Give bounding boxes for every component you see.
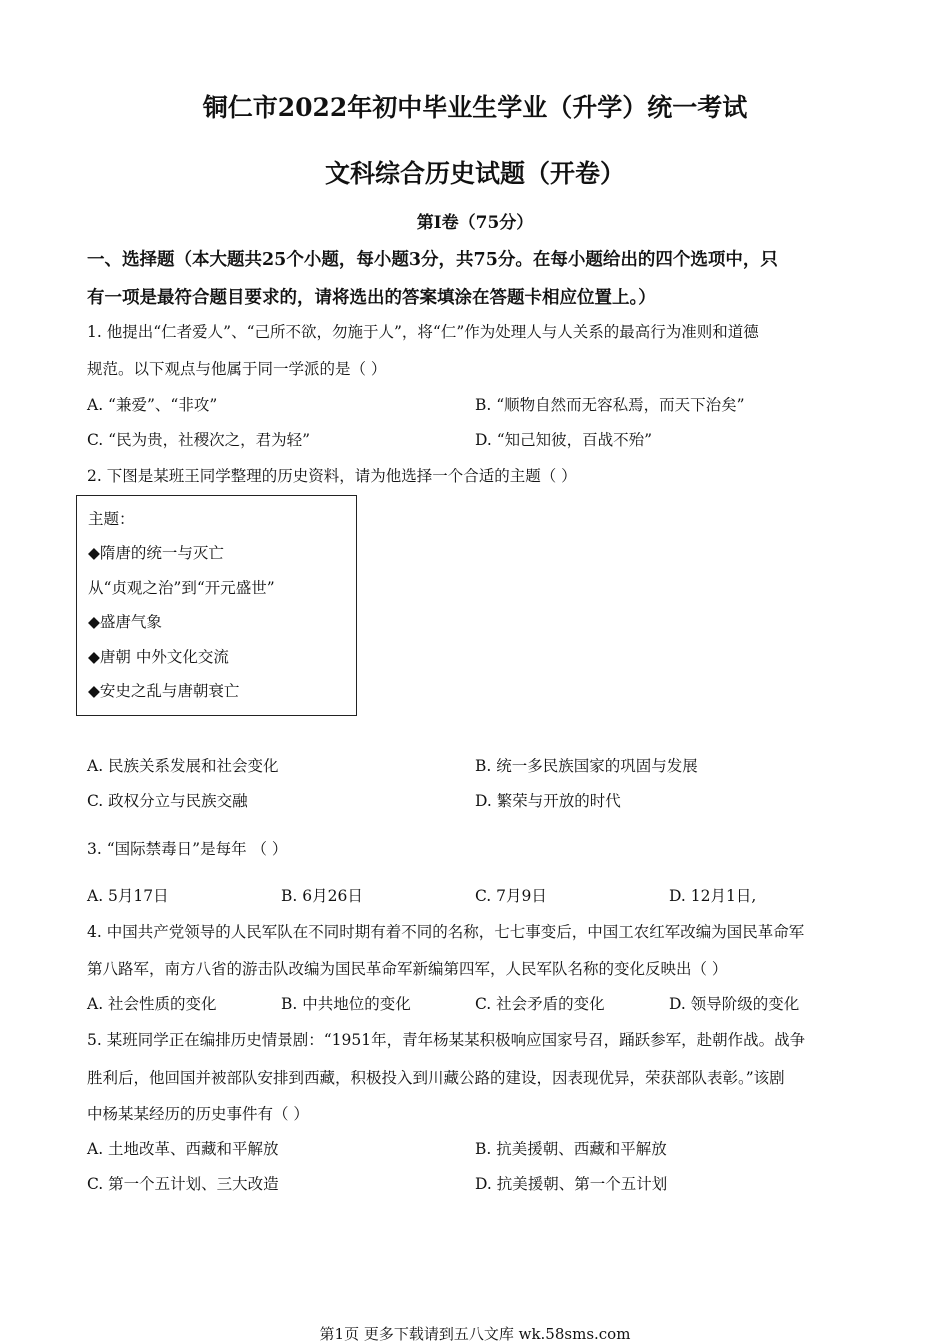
question-3-option-b: B. 6月26日 (281, 887, 363, 905)
question-3-stem: 3. “国际禁毒日”是每年 （ ） (87, 840, 288, 858)
volume-heading: 第I卷（75分） (416, 213, 534, 233)
theme-box-line: ◆安史之乱与唐朝衰亡 (88, 682, 240, 700)
question-1-option-c: C. “民为贵，社稷次之，君为轻” (87, 431, 311, 449)
question-4-option-c: C. 社会矛盾的变化 (475, 995, 605, 1013)
theme-box-line: ◆唐朝 中外文化交流 (88, 648, 229, 666)
question-3-option-c: C. 7月9日 (475, 887, 547, 905)
question-4-option-b: B. 中共地位的变化 (281, 995, 411, 1013)
question-1-stem-line-1: 1. 他提出“仁者爱人”、“己所不欲，勿施于人”，将“仁”作为处理人与人关系的最高行为准则和道德 (87, 323, 759, 341)
question-2-option-a: A. 民族关系发展和社会变化 (87, 757, 279, 775)
question-2-stem: 2. 下图是某班王同学整理的历史资料，请为他选择一个合适的主题（ ） (87, 467, 577, 485)
theme-material-box (76, 495, 357, 716)
question-3-option-a: A. 5月17日 (87, 887, 169, 905)
question-1-option-d: D. “知己知彼，百战不殆” (475, 431, 653, 449)
question-5-option-a: A. 土地改革、西藏和平解放 (87, 1140, 279, 1158)
theme-box-line: 从“贞观之治”到“开元盛世” (88, 579, 275, 597)
question-2-option-b: B. 统一多民族国家的巩固与发展 (475, 757, 698, 775)
question-2-option-c: C. 政权分立与民族交融 (87, 792, 248, 810)
question-3-option-d: D. 12月1日, (669, 887, 757, 905)
question-5-stem-line-2: 胜利后，他回国并被部队安排到西藏，积极投入到川藏公路的建设，因表现优异，荣获部队表彰。”该剧 (87, 1069, 785, 1087)
question-5-option-b: B. 抗美援朝、西藏和平解放 (475, 1140, 667, 1158)
theme-box-line: ◆隋唐的统一与灭亡 (88, 544, 224, 562)
question-5-stem-line-3: 中杨某某经历的历史事件有（ ） (87, 1105, 309, 1123)
question-1-stem-line-2: 规范。以下观点与他属于同一学派的是（ ） (87, 360, 387, 378)
question-1-option-a: A. “兼爱”、“非攻” (87, 396, 218, 414)
page-footer: 第1页 更多下载请到五八文库 wk.58sms.com (319, 1325, 631, 1343)
section-heading-line-1: 一、选择题（本大题共25个小题，每小题3分，共75分。在每小题给出的四个选项中，只 (87, 250, 778, 270)
question-1-option-b: B. “顺物自然而无容私焉，而天下治矣” (475, 396, 745, 414)
theme-box-line: 主题： (88, 510, 135, 528)
theme-box-line: ◆盛唐气象 (88, 613, 162, 631)
question-5-option-d: D. 抗美援朝、第一个五计划 (475, 1175, 668, 1193)
question-4-stem-line-1: 4. 中国共产党领导的人民军队在不同时期有着不同的名称，七七事变后，中国工农红军改编为国民革命军 (87, 923, 805, 941)
section-heading-line-2: 有一项是最符合题目要求的，请将选出的答案填涂在答题卡相应位置上。） (87, 288, 656, 308)
question-2-option-d: D. 繁荣与开放的时代 (475, 792, 621, 810)
exam-subtitle: 文科综合历史试题（开卷） (324, 159, 625, 188)
question-4-stem-line-2: 第八路军，南方八省的游击队改编为国民革命军新编第四军，人民军队名称的变化反映出（ ） (87, 960, 728, 978)
question-5-option-c: C. 第一个五计划、三大改造 (87, 1175, 279, 1193)
exam-title: 铜仁市2022年初中毕业生学业（升学）统一考试 (202, 93, 748, 122)
question-5-stem-line-1: 5. 某班同学正在编排历史情景剧：“1951年，青年杨某某积极响应国家号召，踊跃参军，赴朝作战。战争 (87, 1031, 806, 1049)
question-4-option-d: D. 领导阶级的变化 (669, 995, 800, 1013)
question-4-option-a: A. 社会性质的变化 (87, 995, 217, 1013)
